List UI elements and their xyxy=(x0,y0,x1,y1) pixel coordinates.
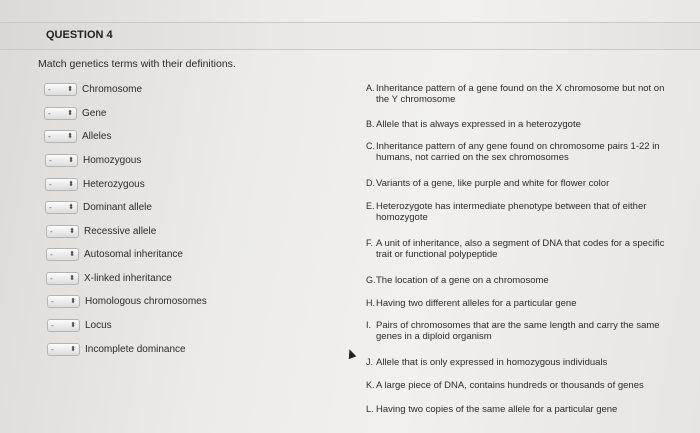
definition-letter: I. xyxy=(366,320,372,330)
definition-text: Heterozygote has intermediate phenotype between that of either homozygote xyxy=(376,201,647,223)
updown-arrows-icon: ⬍ xyxy=(68,203,74,211)
term-row xyxy=(44,81,142,97)
term-label: Autosomal inheritance xyxy=(84,248,183,260)
match-select[interactable] xyxy=(47,343,80,356)
definition-letter: L. xyxy=(366,404,374,414)
select-value: - xyxy=(50,273,53,283)
updown-arrows-icon: ⬍ xyxy=(70,321,76,329)
definition-item xyxy=(366,238,671,260)
definition-text: Inheritance pattern of any gene found on chromosome pairs 1-22 in humans, not carried on the sex chromosomes xyxy=(376,141,660,163)
definition-item xyxy=(366,320,671,342)
term-row xyxy=(45,176,145,192)
definition-text: A large piece of DNA, contains hundreds or thousands of genes xyxy=(376,380,644,391)
updown-arrows-icon: ⬍ xyxy=(67,109,73,117)
definition-item xyxy=(366,275,671,286)
term-label: Recessive allele xyxy=(84,225,157,237)
match-select[interactable] xyxy=(44,107,77,120)
definition-text: Pairs of chromosomes that are the same length and carry the same genes in a diploid organism xyxy=(376,320,660,342)
term-label: Homozygous xyxy=(83,154,142,166)
definition-item xyxy=(366,119,671,130)
updown-arrows-icon: ⬍ xyxy=(68,180,74,188)
match-select[interactable] xyxy=(45,154,78,167)
select-value: - xyxy=(51,320,54,330)
match-select[interactable] xyxy=(47,295,80,308)
select-value: - xyxy=(49,202,52,212)
term-label: Heterozygous xyxy=(83,178,145,190)
term-label: Incomplete dominance xyxy=(85,343,186,355)
term-row xyxy=(47,317,112,333)
definition-letter: K. xyxy=(366,380,375,390)
definition-letter: A. xyxy=(366,83,375,93)
definition-item xyxy=(366,201,671,223)
question-instructions: Match genetics terms with their definitions. xyxy=(38,58,236,70)
term-label: Dominant allele xyxy=(83,201,152,213)
definition-item xyxy=(366,380,671,391)
term-row xyxy=(46,270,172,286)
updown-arrows-icon: ⬍ xyxy=(68,156,74,164)
match-select[interactable] xyxy=(46,272,79,285)
match-select[interactable] xyxy=(45,178,78,191)
definition-text: Having two different alleles for a particular gene xyxy=(376,298,577,309)
select-value: - xyxy=(50,226,53,236)
match-select[interactable] xyxy=(46,248,79,261)
definition-letter: G. xyxy=(366,275,376,285)
updown-arrows-icon: ⬍ xyxy=(67,132,73,140)
definition-letter: D. xyxy=(366,178,375,188)
definition-letter: B. xyxy=(366,119,375,129)
updown-arrows-icon: ⬍ xyxy=(69,227,75,235)
select-value: - xyxy=(51,296,54,306)
definition-text: Inheritance pattern of a gene found on the X chromosome but not on the Y chromosome xyxy=(376,83,665,105)
match-select[interactable] xyxy=(47,319,80,332)
definition-text: The location of a gene on a chromosome xyxy=(376,275,549,286)
updown-arrows-icon: ⬍ xyxy=(69,274,75,282)
definition-text: Variants of a gene, like purple and white for flower color xyxy=(376,178,610,189)
updown-arrows-icon: ⬍ xyxy=(70,345,76,353)
definition-letter: F. xyxy=(366,238,374,248)
select-value: - xyxy=(51,344,54,354)
definition-item xyxy=(366,83,671,105)
term-label: Gene xyxy=(82,107,107,119)
term-row xyxy=(46,246,183,262)
term-label: Chromosome xyxy=(82,83,143,95)
select-value: - xyxy=(48,131,51,141)
definition-letter: J. xyxy=(366,357,374,367)
term-label: Homologous chromosomes xyxy=(85,295,207,307)
updown-arrows-icon: ⬍ xyxy=(69,250,75,258)
definition-item xyxy=(366,357,671,368)
updown-arrows-icon: ⬍ xyxy=(67,85,73,93)
definition-item xyxy=(366,178,671,189)
definition-text: Allele that is only expressed in homozygous individuals xyxy=(376,357,608,368)
definition-letter: C. xyxy=(366,141,375,151)
term-row xyxy=(47,341,186,357)
term-label: X-linked inheritance xyxy=(84,272,172,284)
term-row xyxy=(44,105,106,121)
select-value: - xyxy=(49,155,52,165)
match-select[interactable] xyxy=(44,130,77,143)
term-row xyxy=(44,128,111,144)
select-value: - xyxy=(48,84,51,94)
definition-text: Allele that is always expressed in a heterozygote xyxy=(376,119,581,130)
select-value: - xyxy=(49,179,52,189)
term-row xyxy=(46,223,156,239)
term-row xyxy=(45,152,141,168)
match-select[interactable] xyxy=(44,83,77,96)
definition-text: A unit of inheritance, also a segment of DNA that codes for a specific trait or functional polypeptide xyxy=(376,238,665,260)
definition-letter: E. xyxy=(366,201,375,211)
updown-arrows-icon: ⬍ xyxy=(70,297,76,305)
term-label: Locus xyxy=(85,319,112,331)
definition-item xyxy=(366,298,671,309)
match-select[interactable] xyxy=(45,201,78,214)
match-select[interactable] xyxy=(46,225,79,238)
term-label: Alleles xyxy=(82,130,112,142)
select-value: - xyxy=(48,108,51,118)
question-title: QUESTION 4 xyxy=(46,29,113,41)
definition-text: Having two copies of the same allele for a particular gene xyxy=(376,404,618,415)
definition-item xyxy=(366,141,671,163)
select-value: - xyxy=(50,249,53,259)
definition-item xyxy=(366,404,671,415)
definition-letter: H. xyxy=(366,298,375,308)
term-row xyxy=(45,199,152,215)
term-row xyxy=(47,293,207,309)
